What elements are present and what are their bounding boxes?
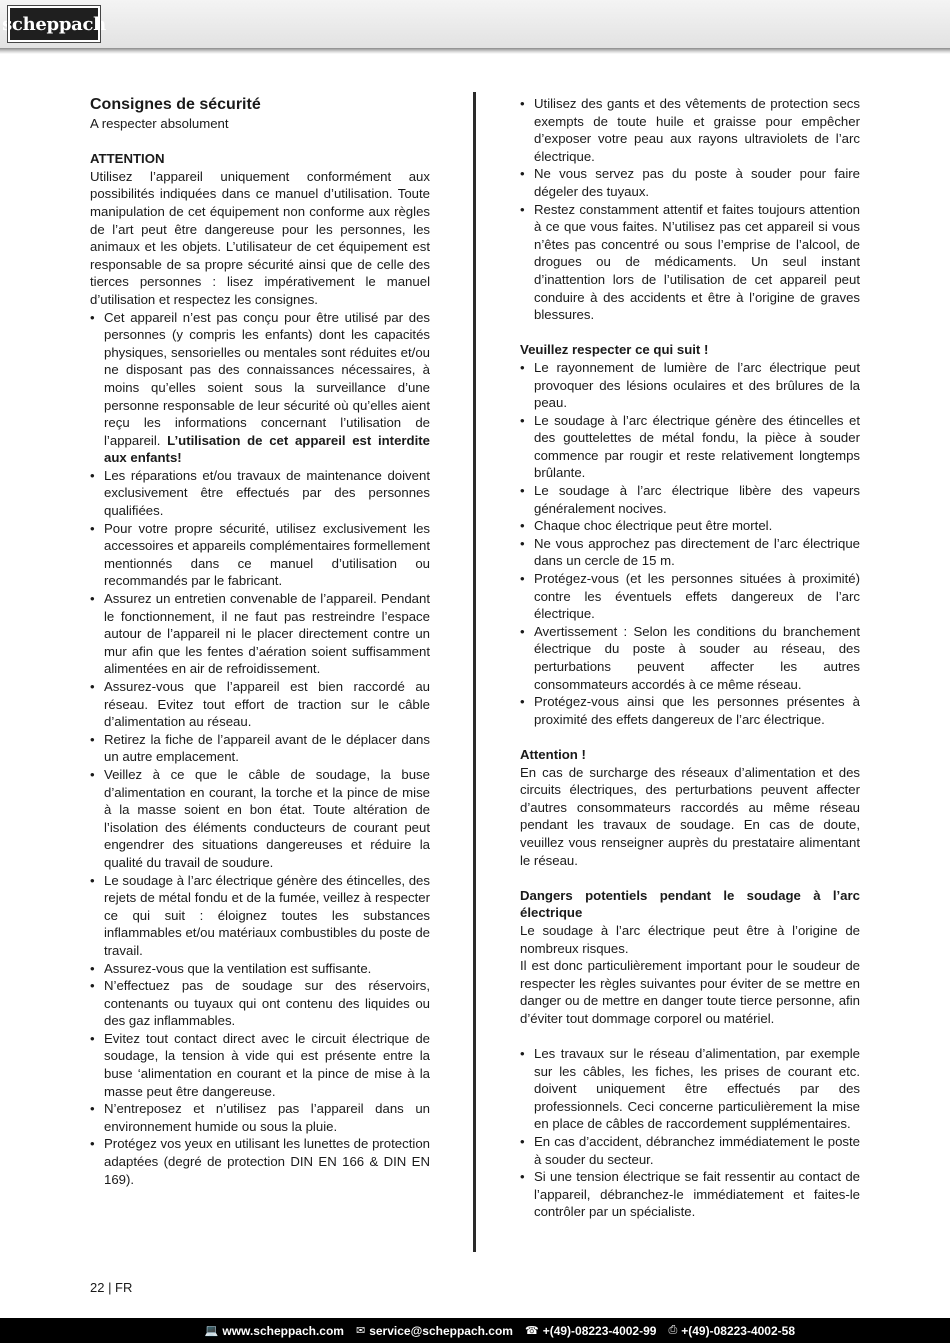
list-item: • Pour votre propre sécurité, utilisez exclusivement les accessoires et appareils complémentaires formellement mentionnés dans ce manuel d’utilisation ou recommandés par le fabricant. (90, 520, 430, 590)
children-warning-text: Cet appareil n’est pas conçu pour être utilisé par des personnes (y compris les enfants) dont les capacités physiques, sensorielles ou mentales sont réduites et/ou ne disposant pas des connaissances nécessaires, à moins qu’elles soient sous la surveillance d’une personne responsable de leur sécurité où qu’elles aient reçu les informations concernant l’utilisation de l’appareil. (104, 309, 430, 448)
left-column (90, 95, 430, 1188)
list-item: • Ne vous servez pas du poste à souder pour faire dégeler des tuyaux. (520, 165, 860, 200)
list-item: • Protégez vos yeux en utilisant les lunettes de protection adaptées (degré de protection DIN EN 166 & DIN EN 169). (90, 1135, 430, 1188)
list-item: • Si une tension électrique se fait ressentir au contact de l’appareil, débranchez-le immédiatement et faites-le contrôler par un spécialiste. (520, 1168, 860, 1221)
fax-icon: ⎙ (668, 1324, 678, 1336)
list-item: • Utilisez des gants et des vêtements de protection secs exempts de toute huile et graisse pour empêcher d’exposer votre peau aux rayons ultraviolets de l’arc électrique. (520, 95, 860, 165)
header-bar (0, 0, 950, 48)
section-title: Consignes de sécurité (90, 96, 261, 113)
list-item: • Le soudage à l’arc électrique génère des étincelles et des gouttelettes de métal fondu, la pièce à souder commence par rougir et reste relativement longtemps brûlante. (520, 412, 860, 482)
footer-phone (525, 1324, 656, 1338)
list-item: • Retirez la fiche de l’appareil avant de le déplacer dans un autre emplacement. (90, 731, 430, 766)
list-item: • Restez constamment attentif et faites toujours attention à ce que vous faites. N’utilisez pas cet appareil si vous n’êtes pas concentré ou sous l’emprise de l’alcool, de drogues ou de médicaments. Un seul instant d’inattention lors de l’utilisation de cet appareil peut conduire à des accidents et être à l’origine de graves blessures. (520, 201, 860, 324)
respect-list (520, 359, 860, 728)
list-item: • Protégez-vous ainsi que les personnes présentes à proximité des effets dangereux de l’arc électrique. (520, 693, 860, 728)
email-link[interactable]: service@scheppach.com (369, 1323, 513, 1338)
dangers-list (520, 1045, 860, 1221)
list-item: • Veillez à ce que le câble de soudage, la buse d’alimentation en courant, la torche et la pince de mise à la masse soient en bon état. Toute altération de l’isolation des éléments conducteurs de courant peut engendrer des situations dangereuses et réduire la qualité du travail de soudure. (90, 766, 430, 872)
computer-icon: 💻 (204, 1325, 219, 1337)
column-divider (473, 92, 476, 1252)
dangers-paragraph-2: Il est donc particulièrement important pour le soudeur de respecter les règles suivantes pour éviter de se mettre en danger ou de mettre en danger toute tierce personne, afin d’éviter tout dommage corporel ou matériel. (520, 958, 860, 1026)
attention-heading: ATTENTION (90, 151, 165, 167)
list-item: • Assurez-vous que l’appareil est bien raccordé au réseau. Evitez tout effort de traction sur le câble d’alimentation au réseau. (90, 678, 430, 731)
footer-fax (668, 1324, 795, 1338)
spacer (520, 324, 860, 342)
list-item: • En cas d’accident, débranchez immédiatement le poste à souder du secteur. (520, 1133, 860, 1168)
list-item: • Assurez-vous que la ventilation est suffisante. (90, 960, 430, 978)
attention-paragraph: En cas de surcharge des réseaux d’alimentation et des circuits électriques, des perturbations peuvent affecter d’autres consommateurs raccordés au même réseau pendant les travaux de soudage. En cas de doute, veuillez vous renseigner auprès du prestataire alimentant le réseau. (520, 764, 860, 868)
spacer (520, 1027, 860, 1045)
children-warning-bold: L’utilisation de cet appareil est interdite aux enfants! (104, 432, 430, 466)
list-item: • Assurez un entretien convenable de l’appareil. Pendant le fonctionnement, il ne faut pas restreindre l’espace autour de l’appareil ni le placer directement contre un mur afin que les fentes d’aération soient suffisamment alimentées en air de refroidissement. (90, 590, 430, 678)
list-item (90, 309, 430, 467)
list-item: • N’entreposez et n’utilisez pas l’appareil dans un environnement humide ou sous la pluie. (90, 1100, 430, 1135)
list-item: • Protégez-vous (et les personnes situées à proximité) contre les éventuels effets dangereux de l’arc électrique. (520, 570, 860, 623)
right-column (520, 95, 860, 1221)
list-item: • Avertissement : Selon les conditions du branchement électrique du poste à souder au réseau, des perturbations peuvent affecter les autres consommateurs accordés à ce même réseau. (520, 623, 860, 693)
list-item: • N’effectuez pas de soudage sur des réservoirs, contenants ou tuyaux qui ont contenu des liquides ou des gaz inflammables. (90, 977, 430, 1030)
intro-paragraph: Utilisez l’appareil uniquement conformément aux possibilités indiquées dans ce manuel d’utilisation. Toute manipulation de cet équipement non conforme aux règles de l’art peut être dangereuse pour les personnes, les animaux et les objets. L’utilisateur de cet équipement est responsable de sa propre sécurité ainsi que de celle des tierces personnes : lisez impérativement le manuel d’utilisation et respectez les consignes. (90, 168, 430, 307)
spacer (90, 133, 430, 151)
phone-icon: ☎ (524, 1325, 539, 1337)
list-item: • Chaque choc électrique peut être mortel. (520, 517, 860, 535)
section-subtitle: A respecter absolument (90, 116, 229, 131)
list-item: • Le rayonnement de lumière de l’arc électrique peut provoquer des lésions oculaires et des brûlures de la peau. (520, 359, 860, 412)
list-item: • Les réparations et/ou travaux de maintenance doivent exclusivement être effectués par des personnes qualifiées. (90, 467, 430, 520)
protection-list (520, 95, 860, 324)
list-item: • Evitez tout contact direct avec le circuit électrique de soudage, la tension à vide qui est présente entre la buse ‘alimentation en courant et la pince de mise à la masse peut être dangereuse. (90, 1030, 430, 1100)
footer-email[interactable] (356, 1324, 513, 1338)
list-item: • Les travaux sur le réseau d’alimentation, par exemple sur les câbles, les fiches, les prises de courant etc. doivent uniquement être effectués par des professionnels. Ceci concerne particulièrement la mise en place de câbles de raccordement supplémentaires. (520, 1045, 860, 1133)
brand-logo: scheppach (8, 6, 100, 42)
dangers-heading: Dangers potentiels pendant le soudage à l’arc électrique (520, 887, 860, 921)
safety-list (90, 309, 430, 1189)
attention-heading-right: Attention ! (520, 746, 586, 762)
list-item: • Le soudage à l’arc électrique génère des étincelles, des rejets de métal fondu et de la fumée, veillez à respecter ce qui suit : éloignez toutes les substances inflammables et/ou matériaux combustibles du poste de travail. (90, 872, 430, 960)
dangers-paragraph-1: Le soudage à l’arc électrique peut être à l’origine de nombreux risques. (520, 922, 860, 956)
envelope-icon: ✉ (355, 1325, 366, 1337)
footer-bar (0, 1318, 950, 1343)
footer-website[interactable] (205, 1324, 344, 1338)
phone-number: +(49)-08223-4002-99 (542, 1323, 657, 1338)
fax-number: +(49)-08223-4002-58 (681, 1323, 795, 1338)
list-item: • Le soudage à l’arc électrique libère des vapeurs généralement nocives. (520, 482, 860, 517)
respect-heading: Veuillez respecter ce qui suit ! (520, 342, 709, 358)
spacer (520, 728, 860, 746)
spacer (520, 869, 860, 887)
header-shadow (0, 48, 950, 54)
list-item: • Ne vous approchez pas directement de l’arc électrique dans un cercle de 15 m. (520, 535, 860, 570)
website-link[interactable]: www.scheppach.com (222, 1323, 344, 1338)
page-number: 22 | FR (90, 1280, 133, 1295)
